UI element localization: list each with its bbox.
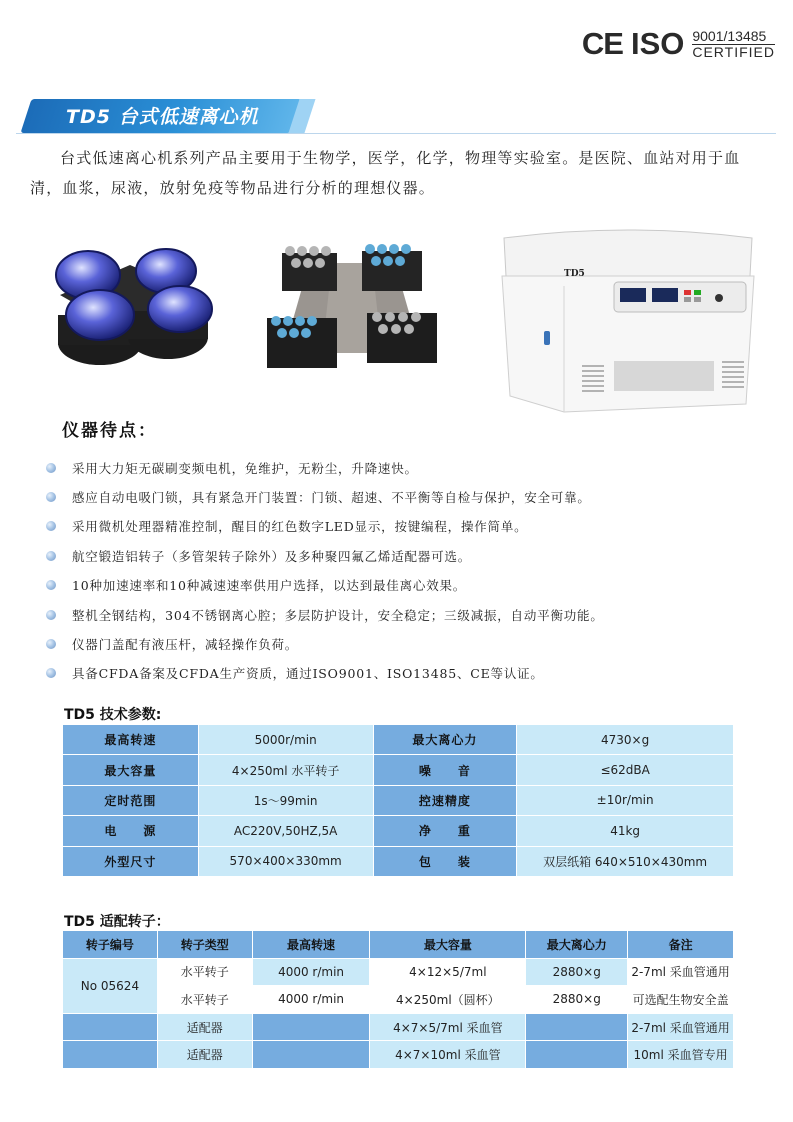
bullet-icon [46, 639, 56, 649]
title-banner [26, 99, 296, 133]
feature-text: 具备CFDA备案及CFDA生产资质，通过ISO9001、ISO13485、CE等认证。 [72, 666, 544, 682]
rotor-code: No 05624 [63, 958, 158, 1013]
ce-mark: CE [581, 26, 623, 61]
table-cell: 适配器 [157, 1041, 252, 1069]
features-heading: 仪器待点： [62, 421, 157, 441]
rotor-table [62, 930, 734, 1069]
feature-text: 仪器门盖配有液压杆，减轻操作负荷。 [72, 637, 299, 653]
list-item [46, 571, 604, 600]
table-row [63, 986, 734, 1014]
table-cell: 4×12×5/7ml [370, 958, 526, 986]
spec-value: 双层纸箱 640×510×430mm [517, 846, 734, 876]
centrifuge-image [494, 226, 762, 414]
bullet-icon [46, 551, 56, 561]
table-row [63, 785, 734, 815]
iso-standards [692, 29, 775, 59]
spec-value: 5000r/min [198, 725, 373, 755]
feature-text: 采用大力矩无碳刷变频电机，免维护，无粉尘，升降速快。 [72, 460, 418, 476]
spec-value: 4730×g [517, 725, 734, 755]
table-cell [63, 1013, 158, 1041]
feature-list [46, 453, 604, 688]
table-cell [252, 1013, 370, 1041]
table-cell [252, 1041, 370, 1069]
column-header: 最大容量 [370, 931, 526, 959]
table-cell: 4000 r/min [252, 958, 370, 986]
spec-value: 1s～99min [198, 785, 373, 815]
table-row [63, 846, 734, 876]
certification-logo [582, 26, 775, 62]
spec-key: 包 装 [373, 846, 517, 876]
table-cell: 2-7ml 采血管通用 [628, 1013, 734, 1041]
spec-heading: TD5 技术参数: [64, 707, 162, 723]
table-row [63, 1041, 734, 1069]
column-header: 转子类型 [157, 931, 252, 959]
table-header-row [63, 931, 734, 959]
list-item [46, 512, 604, 541]
column-header: 备注 [628, 931, 734, 959]
banner-rule [16, 133, 776, 134]
spec-table [62, 724, 734, 877]
table-cell [63, 1041, 158, 1069]
table-cell: 2-7ml 采血管通用 [628, 958, 734, 986]
list-item [46, 541, 604, 570]
spec-value: ≤62dBA [517, 755, 734, 785]
spec-key: 最高转速 [63, 725, 199, 755]
page-title: TD5 台式低速离心机 [66, 106, 259, 128]
table-cell: 4000 r/min [252, 986, 370, 1014]
spec-key: 最大容量 [63, 755, 199, 785]
device-label: TD5 [564, 269, 585, 279]
bucket-rotor-image [40, 225, 220, 375]
spec-key: 外型尺寸 [63, 846, 199, 876]
table-cell: 4×7×10ml 采血管 [370, 1041, 526, 1069]
bullet-icon [46, 521, 56, 531]
table-cell: 适配器 [157, 1013, 252, 1041]
list-item [46, 600, 604, 629]
table-cell: 4×250ml（圆杯） [370, 986, 526, 1014]
bullet-icon [46, 668, 56, 678]
feature-text: 10种加速速率和10种减速速率供用户选择，以达到最佳离心效果。 [72, 578, 467, 594]
spec-value: AC220V,50HZ,5A [198, 816, 373, 846]
feature-text: 采用微机处理器精准控制，醒目的红色数字LED显示，按键编程，操作简单。 [72, 519, 528, 535]
list-item [46, 482, 604, 511]
table-cell: 2880×g [526, 958, 628, 986]
rotor-heading: TD5 适配转子： [64, 914, 170, 930]
table-cell: 水平转子 [157, 958, 252, 986]
table-cell: 水平转子 [157, 986, 252, 1014]
spec-key: 控速精度 [373, 785, 517, 815]
list-item [46, 453, 604, 482]
bullet-icon [46, 492, 56, 502]
feature-text: 整机全钢结构，304不锈钢离心腔；多层防护设计，安全稳定；三级减振，自动平衡功能。 [72, 607, 604, 623]
table-row [63, 958, 734, 986]
table-cell: 10ml 采血管专用 [628, 1041, 734, 1069]
intro-paragraph: 台式低速离心机系列产品主要用于生物学，医学，化学，物理等实验室。是医院、血站对用于血清，血浆，尿液，放射免疫等物品进行分析的理想仪器。 [30, 149, 741, 197]
spec-value: ±10r/min [517, 785, 734, 815]
adapter-rotor-image [262, 233, 442, 378]
spec-key: 定时范围 [63, 785, 199, 815]
bullet-icon [46, 463, 56, 473]
feature-text: 航空锻造铝转子（多管架转子除外）及多种聚四氟乙烯适配器可选。 [72, 548, 472, 564]
bullet-icon [46, 580, 56, 590]
spec-value: 41kg [517, 816, 734, 846]
spec-key: 净 重 [373, 816, 517, 846]
spec-key: 最大离心力 [373, 725, 517, 755]
feature-text: 感应自动电吸门锁，具有紧急开门装置：门锁、超速、不平衡等自检与保护，安全可靠。 [72, 490, 591, 506]
column-header: 转子编号 [63, 931, 158, 959]
table-cell: 2880×g [526, 986, 628, 1014]
iso-mark: ISO [630, 26, 685, 61]
column-header: 最大离心力 [526, 931, 628, 959]
bullet-icon [46, 610, 56, 620]
iso-numbers: 9001/13485 [692, 29, 775, 45]
table-row [63, 725, 734, 755]
column-header: 最高转速 [252, 931, 370, 959]
spec-key: 电 源 [63, 816, 199, 846]
spec-key: 噪 音 [373, 755, 517, 785]
list-item [46, 629, 604, 658]
table-cell: 4×7×5/7ml 采血管 [370, 1013, 526, 1041]
table-cell [526, 1041, 628, 1069]
spec-value: 4×250ml 水平转子 [198, 755, 373, 785]
table-cell [526, 1013, 628, 1041]
spec-value: 570×400×330mm [198, 846, 373, 876]
iso-certified: CERTIFIED [692, 44, 775, 60]
table-cell: 可选配生物安全盖 [628, 986, 734, 1014]
list-item [46, 659, 604, 688]
table-row [63, 755, 734, 785]
table-row [63, 1013, 734, 1041]
table-row [63, 816, 734, 846]
